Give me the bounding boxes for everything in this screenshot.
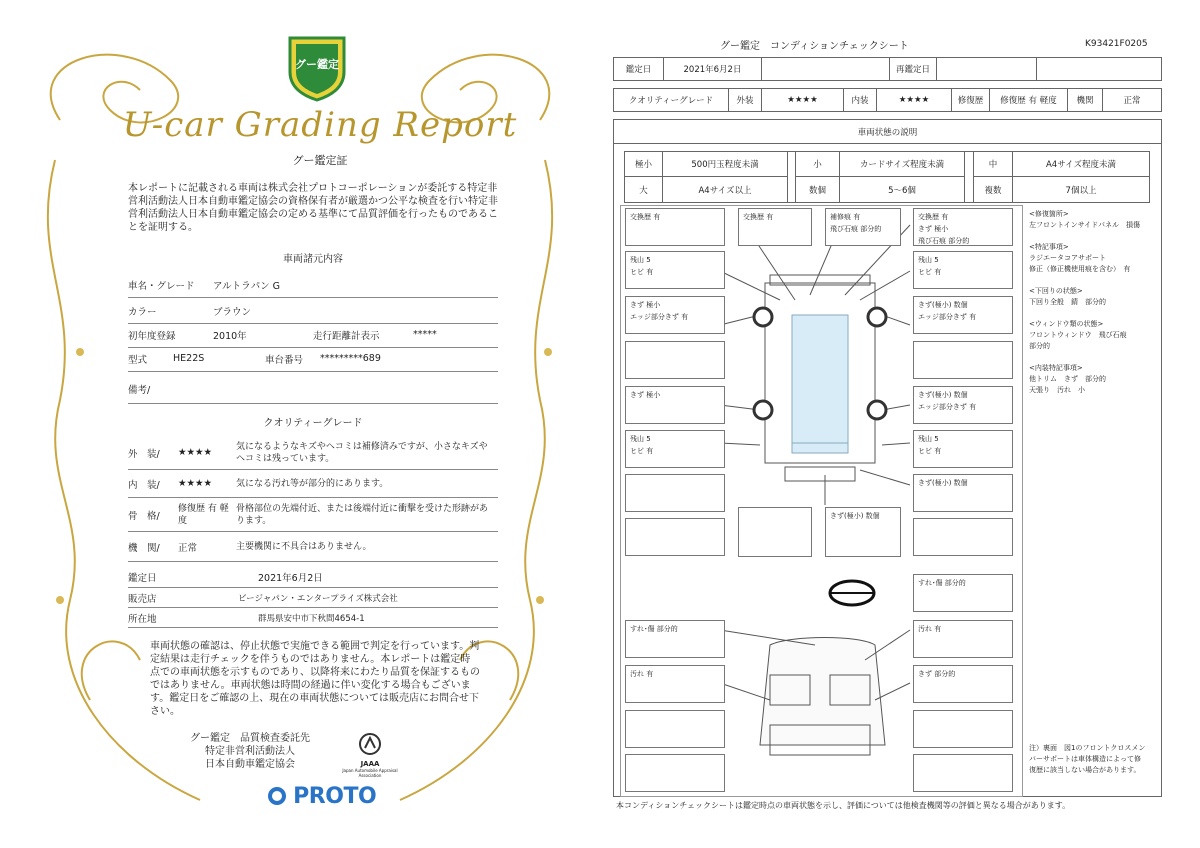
legend-r1-c5: 7個以上 [1065, 185, 1097, 196]
condition-panel-box [913, 518, 1013, 556]
notes-footnote: 注）裏面 図1のフロントクロスメンバーサポートは車体構造によって修復歴に該当しない場合があります。 [1029, 744, 1146, 774]
sheet-disclaimer: 本コンディションチェックシートは鑑定時点の車両状態を示し、評価については他検査機関等の評価と異なる場合があります。 [616, 801, 1071, 810]
legend-r0-c0: 極小 [625, 152, 663, 177]
condition-panel-box [913, 710, 1013, 748]
address-label: 所在地 [128, 613, 157, 625]
report-title: U-car Grading Report [122, 105, 518, 145]
spec-row-color [128, 298, 498, 324]
color-value: ブラウン [213, 306, 252, 318]
certificate-title: グー鑑定証 [292, 154, 348, 167]
condition-panel-box [625, 710, 725, 748]
jaaa-emblem-icon [358, 732, 382, 756]
inspector-footer [170, 732, 330, 771]
grade-header: クオリティーグレード [263, 418, 363, 429]
condition-panel-box: きず 部分的 [913, 665, 1013, 703]
legend-title: 車両状態の説明 [614, 120, 1161, 144]
condition-panel-box: 残山 5 ヒビ 有 [913, 430, 1013, 468]
condition-panel-box: 残山 5 ヒビ 有 [625, 251, 725, 289]
chassis-label: 車台番号 [265, 354, 304, 366]
foot-line-2: 特定非営利活動法人 [205, 746, 295, 757]
date-value: 2021年6月2日 [664, 58, 762, 80]
jaaa-logo [340, 732, 400, 778]
proto-mark-icon [268, 787, 286, 805]
jaaa-label: JAAA [360, 760, 380, 768]
notes-text: <修復箇所> 左フロントインサイドパネル 損傷 <特記事項> ラジエータコアサポート 修正（修正機使用痕を含む） 有 <下回りの状態> 下回り全般 錆 部分的 <ウィンドウ類の状態> フロントウィンドウ 飛び石痕 部分的 <内装特記事項> 他トリム きず 部分的 天張り 汚れ 小 [1029, 210, 1141, 394]
goo-kantei-badge [286, 32, 348, 102]
condition-panel-box [913, 754, 1013, 792]
grade-bar [613, 88, 1162, 112]
engine-label: 機関 [1068, 89, 1103, 111]
condition-panel-box [625, 754, 725, 792]
grade-row-frame [128, 498, 498, 532]
proto-text: PROTO [293, 784, 377, 809]
foot-line-3: 日本自動車鑑定協会 [205, 759, 295, 770]
notes-area [1025, 207, 1148, 791]
ext-label: 外装 [729, 89, 762, 111]
condition-panel-box [738, 507, 812, 557]
mileage-label: 走行距離計表示 [313, 330, 380, 342]
address-row [128, 608, 498, 628]
frame-value: 修復歴 有 軽度 [178, 503, 229, 526]
int-text: 気になる汚れ等が部分的にあります。 [236, 478, 389, 489]
int-stars: ★★★★ [178, 478, 213, 489]
engine-value: 正常 [178, 542, 198, 554]
condition-panel-box: 残山 5 ヒビ 有 [625, 430, 725, 468]
condition-panel-box [625, 341, 725, 379]
sheet-code: K93421F0205 [1085, 39, 1148, 49]
condition-panel-box: 交換歴 有 [738, 208, 812, 246]
condition-panel-box [913, 341, 1013, 379]
date-bar [613, 57, 1162, 81]
remarks-label: 備考/ [128, 384, 151, 396]
condition-panel-box: きず 極小 エッジ部分きず 有 [625, 296, 725, 334]
legal-notice: 車両状態の確認は、停止状態で実施できる範囲で判定を行っています。判定結果は走行チェックを伴うものではありません。本レポートは鑑定時点での車両状態を示すものであり、以降将来にわたり品質を保証するものではありません。車両状態は時間の経過に伴い変化する場合もございます。鑑定日をご確認の上、現在の車両状態については販売店にお問合せ下さい。 [150, 641, 480, 717]
spec-row-remarks [128, 374, 498, 404]
proto-logo [268, 784, 376, 809]
legend-r0-c4: 中 [973, 152, 1013, 177]
condition-panel-box: 汚れ 有 [913, 620, 1013, 658]
chassis-value: *********689 [320, 353, 381, 364]
ext-stars: ★★★★ [178, 447, 213, 458]
int-stars: ★★★★ [877, 89, 952, 111]
reinspect-label: 再鑑定日 [889, 58, 937, 80]
condition-panel-box: 補修痕 有 飛び石痕 部分的 [825, 208, 901, 246]
steering-wheel-icon [830, 581, 874, 605]
legend-r0-c5: A4サイズ程度未満 [1013, 152, 1149, 177]
model-label: 型式 [128, 354, 148, 366]
condition-panel-box: きず(極小) 数個 [913, 474, 1013, 512]
date-label: 鑑定日 [614, 58, 664, 80]
spec-row-model [128, 346, 498, 372]
engine-text: 主要機関に不具合はありません。 [236, 541, 372, 552]
badge-label: グー鑑定 [295, 58, 339, 71]
shop-value: ビージャパン・エンタープライズ株式会社 [238, 593, 398, 604]
year-value: 2010年 [213, 330, 247, 342]
engine-label: 機 関/ [128, 542, 160, 554]
condition-panel-box: すれ･傷 部分的 [913, 574, 1013, 612]
spec-header: 車両諸元内容 [283, 254, 343, 265]
condition-panel-box: きず 極小 [625, 386, 725, 424]
foot-line-1: グー鑑定 品質検査委託先 [190, 733, 310, 744]
int-label: 内装 [844, 89, 877, 111]
condition-panel-box: 残山 5 ヒビ 有 [913, 251, 1013, 289]
intro-text: 本レポートに記載される車両は株式会社プロトコーポレーションが委託する特定非営利活動法人日本自動車鑑定協会の資格保有者が厳選かつ公平な検査を行い特定非営利活動法人日本自動車鑑定協会の定める基準にて品質評価を行ったものであることを証明する。 [128, 183, 498, 233]
date-value: 2021年6月2日 [258, 572, 323, 584]
repair-value: 修復歴 有 軽度 [990, 89, 1068, 111]
grade-row-interior [128, 470, 498, 498]
model-value: HE22S [173, 353, 205, 364]
legend-table [624, 151, 1150, 203]
repair-label: 修復歴 [952, 89, 990, 111]
date-row [128, 566, 498, 588]
ext-stars: ★★★★ [762, 89, 844, 111]
legend-r1-c2: 数個 [795, 177, 840, 202]
legend-r1-c0: 大 [625, 177, 663, 202]
spec-row-year [128, 322, 498, 348]
grade-row-exterior [128, 436, 498, 470]
legend-r1-c3: 5～6個 [840, 177, 965, 202]
year-label: 初年度登録 [128, 330, 176, 342]
condition-panel-box: 交換歴 有 きず 極小 飛び石痕 部分的 [913, 208, 1013, 246]
name-value: アルトラパン G [213, 280, 281, 292]
ext-text: 気になるようなキズやヘコミは補修済みですが、小さなキズやヘコミは残っています。 [236, 441, 488, 464]
condition-panel-box: きず(極小) 数個 エッジ部分きず 有 [913, 296, 1013, 334]
condition-panel-box: 汚れ 有 [625, 665, 725, 703]
mileage-value: ***** [413, 329, 437, 340]
shop-label: 販売店 [128, 593, 157, 605]
name-label: 車名・グレード [128, 280, 195, 292]
jaaa-sub: Japan Automobile Appraisal Association [342, 768, 398, 778]
legend-r1-c4: 複数 [973, 177, 1013, 202]
frame-label: 骨 格/ [128, 510, 160, 522]
condition-panel-box [625, 518, 725, 556]
shop-row [128, 588, 498, 608]
legend-r1-c1: A4サイズ以上 [663, 177, 788, 202]
legend-r0-c1: 500円玉程度未満 [663, 152, 788, 177]
frame-text: 骨格部位の先端付近、または後端付近に衝撃を受けた形跡があります。 [236, 503, 489, 526]
ext-label: 外 装/ [128, 448, 160, 460]
condition-panel-box: きず(極小) 数個 エッジ部分きず 有 [913, 386, 1013, 424]
spec-row-name [128, 272, 498, 298]
condition-panel-box: 交換歴 有 [625, 208, 725, 246]
color-label: カラー [128, 306, 157, 318]
int-label: 内 装/ [128, 479, 160, 491]
address-value: 群馬県安中市下秋間4654-1 [258, 613, 365, 624]
date-label: 鑑定日 [128, 572, 157, 584]
qg-label: クオリティーグレード [614, 89, 729, 111]
sheet-title: グー鑑定 コンディションチェックシート [720, 41, 909, 52]
condition-panel-box: すれ･傷 部分的 [625, 620, 725, 658]
condition-panel-box [625, 474, 725, 512]
engine-value: 正常 [1123, 96, 1141, 106]
grade-row-engine [128, 532, 498, 562]
legend-r0-c3: カードサイズ程度未満 [840, 152, 965, 177]
legend-r0-c2: 小 [795, 152, 840, 177]
condition-panel-box: きず(極小) 数個 [825, 507, 901, 557]
